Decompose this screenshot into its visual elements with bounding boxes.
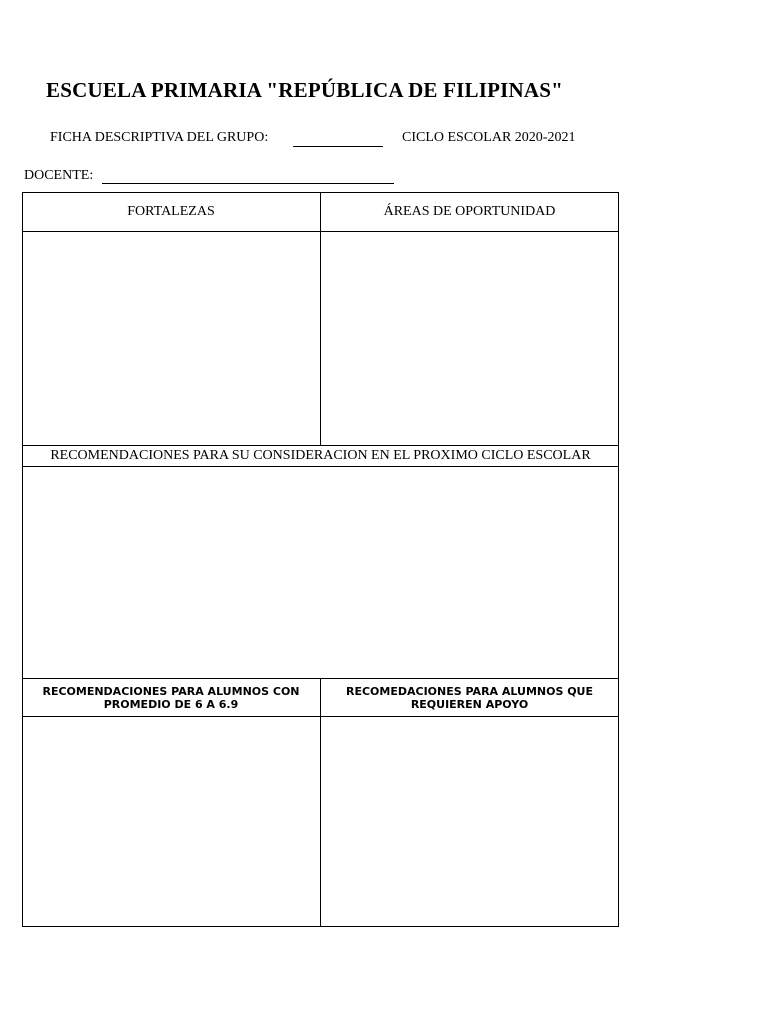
strengths-header: FORTALEZAS: [127, 203, 215, 219]
low-average-recommendations-field[interactable]: [23, 717, 319, 926]
recommendations-header: RECOMENDACIONES PARA SU CONSIDERACION EN EL PROXIMO CICLO ESCOLAR: [50, 448, 591, 463]
recommendations-field[interactable]: [23, 467, 618, 677]
strengths-field[interactable]: [23, 232, 319, 444]
opportunity-areas-field[interactable]: [321, 232, 618, 444]
school-cycle-label: CICLO ESCOLAR 2020-2021: [402, 130, 576, 145]
low-average-recommendations-header: RECOMENDACIONES PARA ALUMNOS CON PROMEDIO DE 6 A 6.9: [42, 684, 300, 711]
group-label: FICHA DESCRIPTIVA DEL GRUPO:: [50, 130, 269, 145]
support-recommendations-header: RECOMEDACIONES PARA ALUMNOS QUE REQUIEREN APOYO: [346, 684, 593, 711]
teacher-label: DOCENTE:: [24, 168, 94, 183]
group-blank-line[interactable]: [293, 146, 383, 147]
support-recommendations-field[interactable]: [321, 717, 618, 926]
opportunity-areas-header: ÁREAS DE OPORTUNIDAD: [383, 203, 556, 219]
school-title: ESCUELA PRIMARIA "REPÚBLICA DE FILIPINAS": [46, 78, 563, 102]
teacher-blank-line[interactable]: [102, 183, 394, 184]
